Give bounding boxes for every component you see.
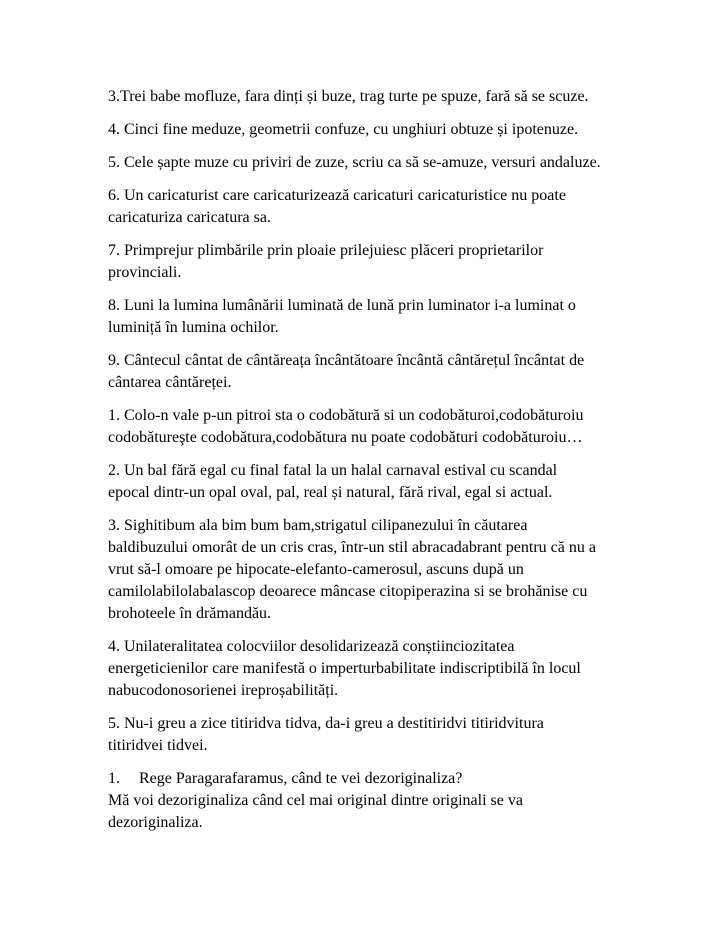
paragraph-line: 8. Luni la lumina lumânării luminată de lună prin luminator i-a luminat o [108, 297, 576, 314]
paragraph-line: epocal dintr-un opal oval, pal, real și natural, fără rival, egal si actual. [108, 484, 553, 501]
paragraph-line: 4. Cinci fine meduze, geometrii confuze, cu unghiuri obtuze și ipotenuze. [108, 121, 579, 138]
paragraph-line: 3. Sighitibum ala bim bum bam,strigatul cilipanezului în căutarea [108, 517, 528, 534]
paragraph-line: 9. Cântecul cântat de cântăreața încântătoare încântă cântărețul încântat de [108, 352, 585, 369]
paragraph-line: cântarea cântăreței. [108, 374, 232, 391]
paragraph-line: energeticienilor care manifestă o imperturbabilitate indiscriptibilă în locul [108, 660, 581, 677]
paragraph-line: 2. Un bal fără egal cu final fatal la un halal carnaval estival cu scandal [108, 462, 558, 479]
final-item-answer-line-1: Mă voi dezoriginaliza când cel mai original dintre originali se va [108, 792, 523, 809]
paragraph [108, 405, 708, 449]
paragraph [108, 152, 708, 174]
paragraph [108, 515, 708, 625]
paragraph-line: vrut să-l omoare pe hipocate-elefanto-camerosul, ascuns după un [108, 561, 524, 578]
paragraph [108, 86, 708, 108]
paragraph-line: nabucodonosorienei ireproșabilități. [108, 682, 339, 699]
paragraph-line: 5. Cele șapte muze cu priviri de zuze, scriu ca să se-amuze, versuri andaluze. [108, 154, 601, 171]
paragraph-line: codobătureşte codobătura,codobătura nu poate codobături codobăturoiu… [108, 429, 583, 446]
paragraph [108, 460, 708, 504]
tongue-twister-list [108, 86, 708, 757]
paragraph-line: 5. Nu-i greu a zice titiridva tidva, da-i greu a destitiridvi titiridvitura [108, 715, 544, 732]
final-item-question-line [108, 768, 708, 790]
paragraph [108, 295, 708, 339]
paragraph-line: 4. Unilateralitatea colocviilor desolidarizează conștiinciozitatea [108, 638, 515, 655]
final-item-answer-line-2: dezoriginaliza. [108, 814, 203, 831]
paragraph-line: 6. Un caricaturist care caricaturizează caricaturi caricaturistice nu poate [108, 187, 566, 204]
final-item-number: 1. [108, 770, 120, 787]
paragraph [108, 350, 708, 394]
document-page [108, 86, 708, 845]
final-item [108, 768, 708, 834]
paragraph-line: baldibuzului omorât de un cris cras, într-un stil abracadabrant pentru că nu a [108, 539, 596, 556]
final-item-question: Rege Paragarafaramus, când te vei dezoriginaliza? [139, 770, 463, 787]
paragraph-line: titiridvei tidvei. [108, 737, 208, 754]
paragraph-line: 1. Colo-n vale p-un pitroi sta o codobătură si un codobăturoi,codobăturoiu [108, 407, 584, 424]
paragraph-line: 3.Trei babe mofluze, fara dinți și buze, trag turte pe spuze, fară să se scuze. [108, 88, 589, 105]
paragraph-line: 7. Primprejur plimbările prin ploaie prilejuiesc plăceri proprietarilor [108, 242, 544, 259]
paragraph [108, 636, 708, 702]
paragraph-line: camilolabilolabalascop deoarece mâncase citopiperazina si se brohănise cu [108, 583, 588, 600]
paragraph-line: brohoteele în drămandău. [108, 605, 272, 622]
paragraph-line: caricaturiza caricatura sa. [108, 209, 271, 226]
paragraph-line: provinciali. [108, 264, 182, 281]
paragraph [108, 119, 708, 141]
paragraph [108, 713, 708, 757]
paragraph [108, 185, 708, 229]
paragraph-line: luminiță în lumina ochilor. [108, 319, 279, 336]
paragraph [108, 240, 708, 284]
